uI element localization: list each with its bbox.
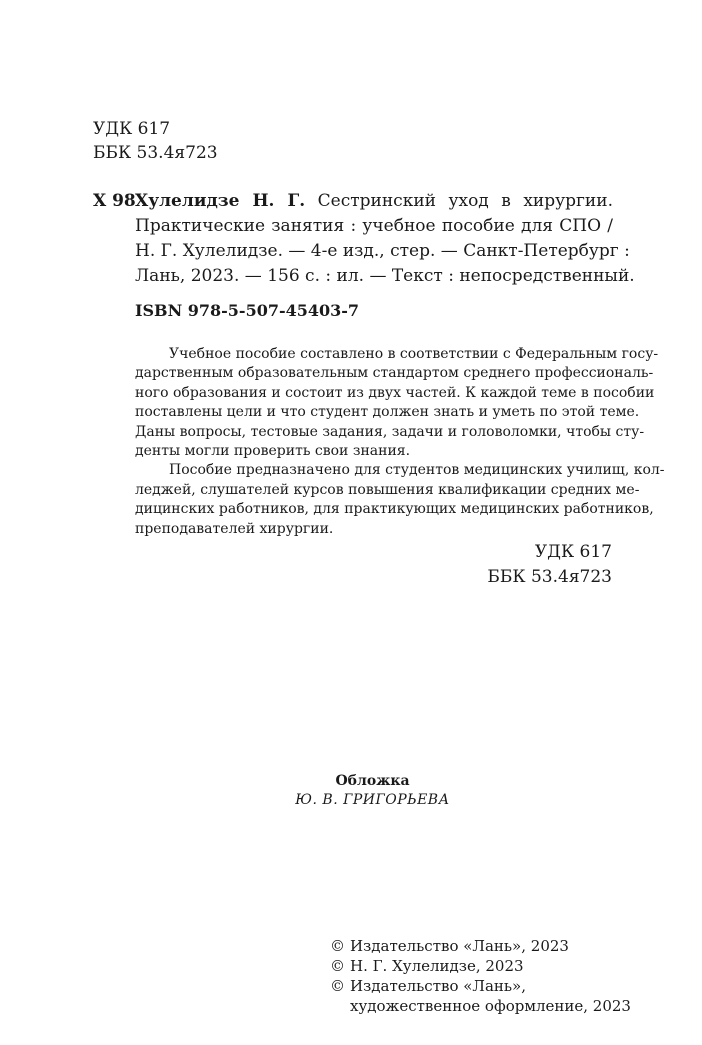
copyright-block <box>330 936 631 1016</box>
copyright-line-continuation: художественное оформление, 2023 <box>350 997 631 1015</box>
classification-bottom <box>487 540 612 590</box>
cover-label: Обложка <box>335 773 410 789</box>
copyright-line: © Издательство «Лань», <box>330 977 527 995</box>
annotation-line: Пособие предназначено для студентов медицинских училищ, кол- <box>169 462 665 479</box>
annotation-line: Учебное пособие составлено в соответствии с Федеральным госу- <box>169 346 659 362</box>
annotation-line: Даны вопросы, тестовые задания, задачи и головоломки, чтобы сту- <box>135 423 645 440</box>
annotation-line: преподавателей хирургии. <box>135 520 334 537</box>
annotation-line: ного образования и состоит из двух частей. К каждой теме в пособии <box>135 384 655 401</box>
copyright-line: © Н. Г. Хулелидзе, 2023 <box>330 957 524 975</box>
bbk-code: ББК 53.4я723 <box>487 567 612 587</box>
isbn: ISBN 978-5-507-45403-7 <box>135 301 360 320</box>
book-title: Сестринский уход в хирургии. <box>305 191 613 211</box>
udk-code: УДК 617 <box>93 119 171 139</box>
cover-designer: Ю. В. ГРИГОРЬЕВА <box>295 792 450 808</box>
annotation-line: поставлены цели и что студент должен знать и уметь по этой теме. <box>135 404 640 421</box>
entry-line-4: Лань, 2023. — 156 с. : ил. — Текст : непосредственный. <box>135 266 635 286</box>
annotation-line: дицинских работников, для практикующих медицинских работников, <box>135 501 654 518</box>
copyright-icon: © <box>330 977 345 995</box>
classification-top <box>93 117 218 165</box>
annotation-line: денты могли проверить свои знания. <box>135 443 411 460</box>
author-name: Хулелидзе Н. Г. <box>135 191 306 211</box>
bbk-code: ББК 53.4я723 <box>93 143 218 163</box>
copyright-icon: © <box>330 937 345 955</box>
bibliographic-description <box>135 189 635 289</box>
entry-line-3: Н. Г. Хулелидзе. — 4-е изд., стер. — Санкт-Петербург : <box>135 241 630 261</box>
copyright-icon: © <box>330 957 345 975</box>
udk-code: УДК 617 <box>534 542 612 562</box>
author-mark: Х 98 <box>93 191 136 211</box>
cover-credit <box>0 772 702 810</box>
copyright-line: © Издательство «Лань», 2023 <box>330 937 569 955</box>
annotation-line: дарственным образовательным стандартом среднего профессиональ- <box>135 365 654 382</box>
annotation-line: леджей, слушателей курсов повышения квалификации средних ме- <box>135 481 640 498</box>
annotation <box>135 345 665 539</box>
entry-line-1 <box>135 189 613 214</box>
entry-line-2: Практические занятия : учебное пособие для СПО / <box>135 216 613 236</box>
